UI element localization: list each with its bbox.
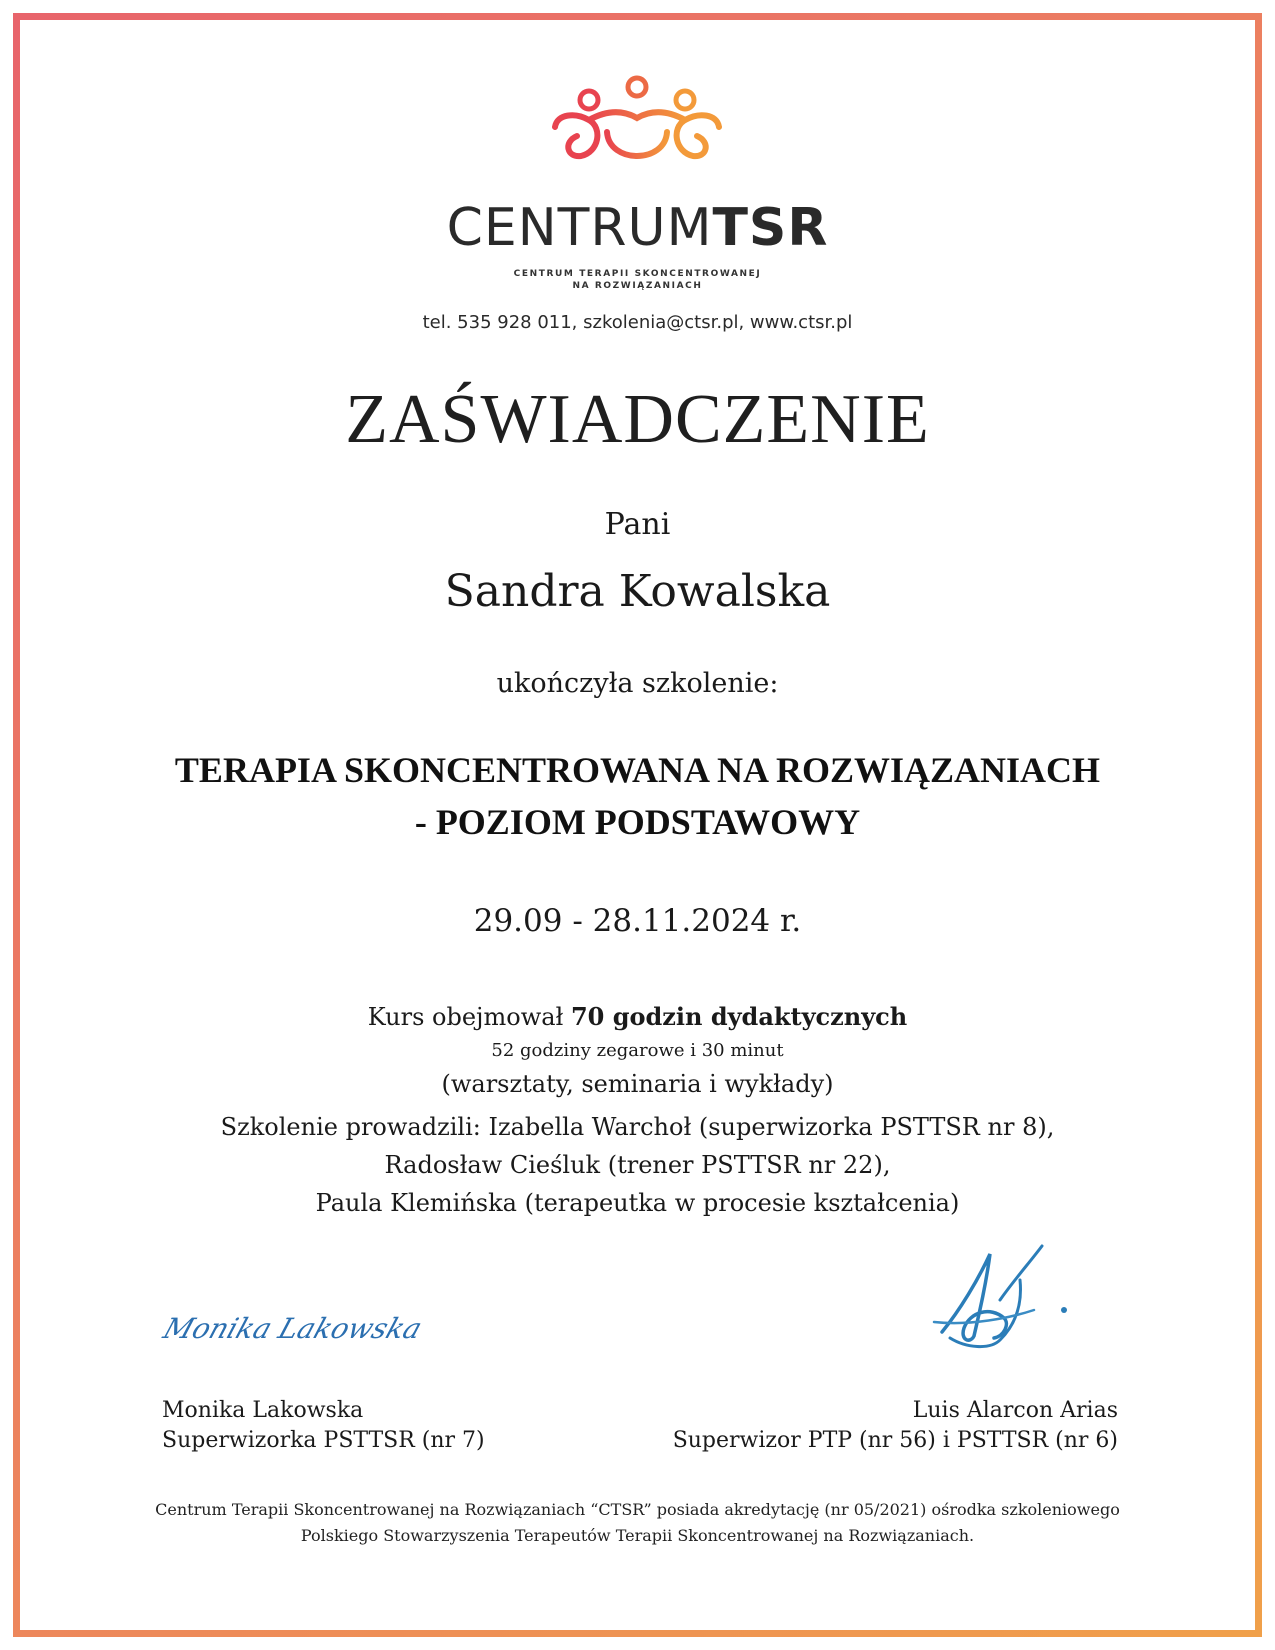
- accreditation-footer: [0, 1497, 1275, 1549]
- brand-name-light: CENTRUM: [446, 198, 713, 258]
- clock-hours: 52 godziny zegarowe i 30 minut: [491, 1040, 784, 1061]
- certificate-title: ZAŚWIADCZENIE: [345, 381, 930, 458]
- brand-subtitle-line2: NA ROZWIĄZANIACH: [572, 281, 703, 291]
- hours-prefix: Kurs obejmował: [367, 1003, 571, 1031]
- contact-info: tel. 535 928 011, szkolenia@ctsr.pl, www.ctsr.pl: [422, 312, 853, 333]
- trainers-line2: Radosław Cieśluk (trener PSTTSR nr 22),: [384, 1151, 891, 1179]
- didactic-hours: [0, 1002, 1275, 1031]
- hours-bold: 70 godzin dydaktycznych: [570, 1002, 908, 1031]
- trainers: [0, 1108, 1275, 1222]
- left-signature-image: [159, 1300, 427, 1350]
- completed-text: ukończyła szkolenie:: [496, 668, 779, 699]
- right-signatory-role: Superwizor PTP (nr 56) i PSTTSR (nr 6): [672, 1428, 1118, 1453]
- salutation: Pani: [604, 507, 671, 542]
- brand-subtitle-line1: CENTRUM TERAPII SKONCENTROWANEJ: [513, 269, 762, 279]
- course-dates: 29.09 - 28.11.2024 r.: [473, 903, 802, 939]
- footer-line2: Polskiego Stowarzyszenia Terapeutów Terapii Skoncentrowanej na Rozwiązaniach.: [300, 1526, 975, 1545]
- course-title-line1: TERAPIA SKONCENTROWANA NA ROZWIĄZANIACH: [174, 750, 1101, 790]
- right-signature-image: [930, 1240, 1090, 1360]
- right-signatory-name: Luis Alarcon Arias: [912, 1398, 1118, 1423]
- left-signatory-name: Monika Lakowska: [162, 1398, 364, 1423]
- course-title: [0, 744, 1275, 848]
- right-signatory: [673, 1396, 1118, 1456]
- left-signature-text: Monika Lakowska: [159, 1311, 427, 1345]
- session-types: (warsztaty, seminaria i wykłady): [441, 1070, 834, 1098]
- left-signatory: [162, 1396, 485, 1456]
- left-signatory-role: Superwizorka PSTTSR (nr 7): [162, 1428, 485, 1453]
- course-title-line2: - POZIOM PODSTAWOWY: [414, 802, 861, 842]
- brand-name-bold: TSR: [712, 198, 829, 258]
- recipient-name: Sandra Kowalska: [444, 566, 831, 617]
- trainers-line3: Paula Klemińska (terapeutka w procesie kształcenia): [315, 1189, 960, 1217]
- trainers-line1: Szkolenie prowadzili: Izabella Warchoł (superwizorka PSTTSR nr 8),: [220, 1113, 1055, 1141]
- brand-subtitle: [0, 268, 1275, 292]
- ctsr-logo-icon: [537, 72, 737, 182]
- footer-line1: Centrum Terapii Skoncentrowanej na Rozwiązaniach “CTSR” posiada akredytację (nr 05/2021) ośrodka szkoleniowego: [155, 1500, 1120, 1519]
- brand-name: [0, 198, 1275, 258]
